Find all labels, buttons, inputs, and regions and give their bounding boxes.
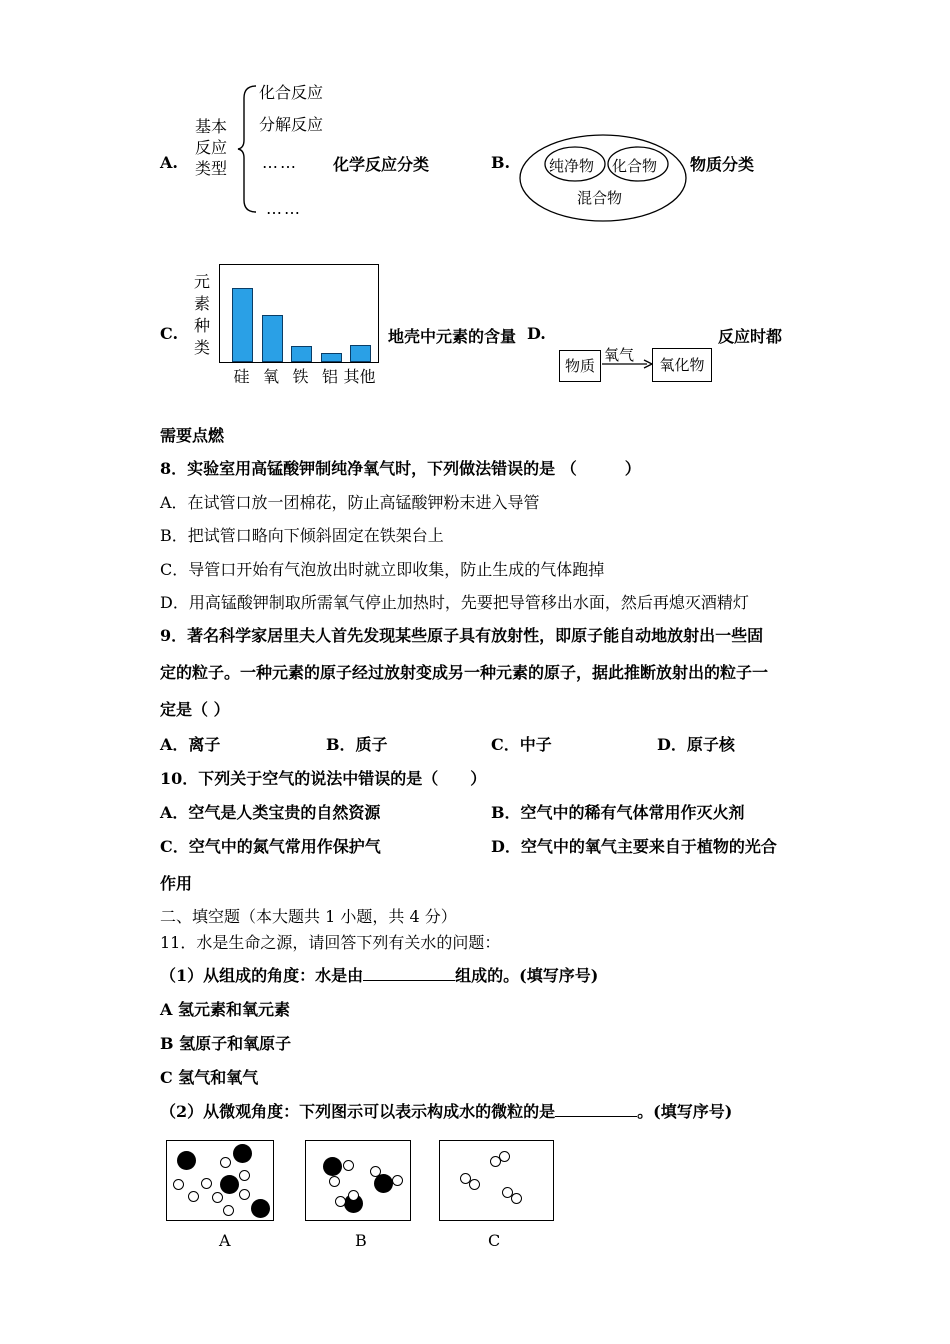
option-d-caption: 反应时都	[718, 327, 783, 346]
hydrogen-atom	[469, 1179, 480, 1190]
hydrogen-atom	[201, 1178, 212, 1189]
chart-tick-label: 其他	[343, 367, 376, 386]
hydrogen-atom	[173, 1179, 184, 1190]
chart-ylabel: 元素种类	[194, 272, 211, 357]
q8-option: B．把试管口略向下倾斜固定在铁架台上	[160, 526, 444, 545]
q9-option: C．中子	[491, 735, 552, 754]
q9-option: B．质子	[326, 735, 388, 754]
q8-stem: 8．实验室用高锰酸钾制纯净氧气时，下列做法错误的是 （ ）	[160, 459, 641, 478]
hydrogen-atom	[348, 1190, 359, 1201]
q11-part1	[160, 963, 598, 986]
q11-part1-option: A 氢元素和氧元素	[160, 1000, 290, 1019]
option-a-letter: A.	[160, 153, 178, 172]
chart-tick-label: 氧	[263, 367, 280, 386]
outer-label: 混合物	[577, 189, 623, 207]
particle-figure-b	[305, 1140, 411, 1221]
hydrogen-atom	[335, 1196, 346, 1207]
arrow-label: 氧气	[604, 346, 635, 364]
oxygen-atom	[251, 1199, 270, 1218]
figure-label: B	[355, 1231, 367, 1250]
bar-chart	[219, 264, 379, 363]
option-d-letter: D.	[527, 324, 546, 343]
q11-part2-before: （2）从微观角度：下列图示可以表示构成水的微粒的是	[160, 1102, 556, 1121]
hydrogen-atom	[370, 1166, 381, 1177]
hydrogen-atom	[188, 1191, 199, 1202]
oxygen-atom	[323, 1157, 342, 1176]
q9-option: A．离子	[160, 735, 221, 754]
brace-item: 化合反应	[259, 83, 324, 102]
right-arrow-icon	[601, 358, 653, 370]
option-c-caption: 地壳中元素的含量	[388, 327, 517, 346]
hydrogen-atom	[392, 1175, 403, 1186]
chart-bar	[262, 315, 283, 362]
q9-option: D．原子核	[657, 735, 735, 754]
chart-tick-labels	[219, 364, 379, 386]
chart-bar	[350, 345, 371, 362]
chart-tick-label: 铝	[322, 367, 339, 386]
group-label-line: 类型	[195, 159, 228, 178]
circle-right-label: 化合物	[612, 157, 658, 175]
hydrogen-atom	[343, 1160, 354, 1171]
particle-figure-a	[166, 1140, 274, 1221]
q8-option: D．用高锰酸钾制取所需氧气停止加热时，先要把导管移出水面，然后再熄灭酒精灯	[160, 593, 749, 612]
q10-option: C．空气中的氮气常用作保护气	[160, 837, 381, 856]
circle-left-label: 纯净物	[549, 157, 595, 175]
chart-tick-label: 硅	[233, 367, 250, 386]
q9-stem-line: 9．著名科学家居里夫人首先发现某些原子具有放射性，即原子能自动地放射出一些固	[160, 626, 764, 645]
answer-blank[interactable]	[555, 1102, 637, 1117]
oxygen-atom	[233, 1144, 252, 1163]
figure-label: C	[488, 1231, 501, 1250]
option-a-caption: 化学反应分类	[333, 155, 430, 174]
classification-ellipses	[518, 133, 688, 223]
hydrogen-atom	[220, 1157, 231, 1168]
hydrogen-atom	[329, 1176, 340, 1187]
particle-figure-c	[439, 1140, 554, 1221]
q10-option: B．空气中的稀有气体常用作灭火剂	[491, 803, 745, 822]
q10-option-cont: 作用	[160, 874, 193, 893]
option-d-caption-cont: 需要点燃	[160, 426, 225, 445]
q11-part1-after: 组成的。(填写序号)	[455, 966, 599, 985]
oxygen-atom	[374, 1174, 393, 1193]
group-label-line: 基本	[195, 117, 228, 136]
q11-part2	[160, 1099, 732, 1122]
q11-part1-before: （1）从组成的角度：水是由	[160, 966, 364, 985]
hydrogen-atom	[212, 1192, 223, 1203]
hydrogen-atom	[499, 1151, 510, 1162]
option-b-letter: B.	[491, 153, 511, 172]
group-label-line: 反应	[195, 138, 228, 157]
option-b-caption: 物质分类	[690, 155, 755, 174]
oxygen-atom	[177, 1151, 196, 1170]
brace-item: ……	[266, 199, 302, 218]
figure-label: A	[219, 1231, 231, 1250]
q9-stem-line: 定是（ ）	[160, 700, 230, 719]
chart-bar	[321, 353, 342, 362]
hydrogen-atom	[239, 1189, 250, 1200]
q9-stem-line: 定的粒子。一种元素的原子经过放射变成另一种元素的原子，据此推断放射出的粒子一	[160, 663, 769, 682]
q8-option: C．导管口开始有气泡放出时就立即收集，防止生成的气体跑掉	[160, 560, 605, 579]
q11-part2-after: 。(填写序号)	[637, 1102, 733, 1121]
q11-stem: 11．水是生命之源，请回答下列有关水的问题：	[160, 933, 501, 952]
q8-option: A．在试管口放一团棉花，防止高锰酸钾粉末进入导管	[160, 493, 540, 512]
section-heading: 二、填空题（本大题共 1 小题，共 4 分）	[160, 907, 457, 926]
q10-option: D．空气中的氧气主要来自于植物的光合	[491, 837, 777, 856]
outer-ellipse	[520, 135, 686, 221]
brace-icon	[236, 84, 260, 214]
oxide-box: 氧化物	[652, 348, 712, 382]
option-c-letter: C.	[160, 324, 179, 343]
chart-bar	[291, 346, 312, 362]
q11-part1-option: C 氢气和氧气	[160, 1068, 259, 1087]
hydrogen-atom	[223, 1205, 234, 1216]
answer-blank[interactable]	[363, 966, 455, 981]
brace-item: ……	[262, 153, 298, 172]
chart-bar	[232, 288, 253, 362]
substance-box: 物质	[559, 350, 601, 382]
option-a-group-label	[195, 116, 227, 179]
oxygen-atom	[220, 1175, 239, 1194]
q10-stem: 10．下列关于空气的说法中错误的是（ ）	[160, 769, 487, 788]
brace-item: 分解反应	[259, 115, 324, 134]
hydrogen-atom	[511, 1193, 522, 1204]
q10-option: A．空气是人类宝贵的自然资源	[160, 803, 381, 822]
q11-part1-option: B 氢原子和氧原子	[160, 1034, 292, 1053]
hydrogen-atom	[239, 1170, 250, 1181]
chart-tick-label: 铁	[292, 367, 309, 386]
